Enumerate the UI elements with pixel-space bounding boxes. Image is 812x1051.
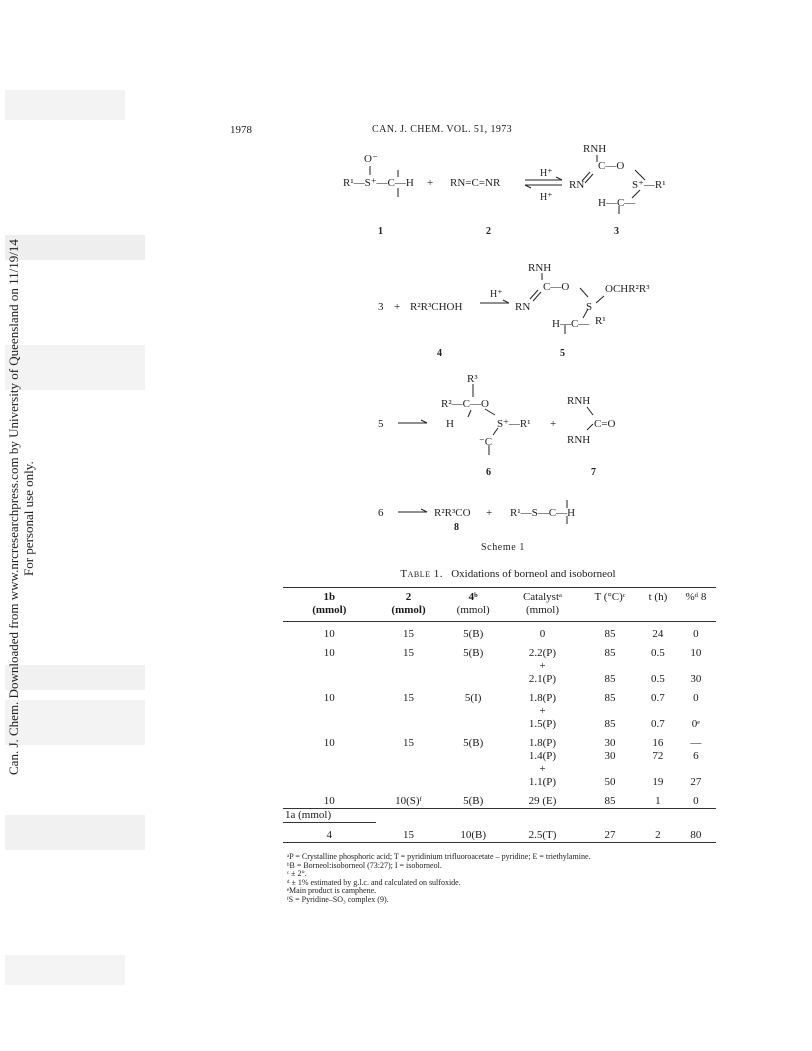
table-title: Oxidations of borneol and isoborneol: [451, 568, 616, 580]
table-cell: [283, 718, 376, 731]
svg-text:S⁺—R¹: S⁺—R¹: [497, 418, 531, 430]
table-cell: [441, 763, 504, 776]
charge-label: O⁻: [364, 153, 378, 165]
table-row: [283, 622, 716, 642]
svg-text:H⁺: H⁺: [540, 192, 553, 203]
table-cell: [376, 776, 442, 789]
table-cell: [580, 705, 640, 718]
header-col3: 4ᵇ (mmol): [456, 591, 490, 616]
reactant-1: R¹—S⁺—C—H: [343, 177, 414, 189]
table-cell: [676, 763, 716, 776]
svg-text:+: +: [550, 418, 557, 430]
ketone-product: R²R³CO: [434, 507, 471, 519]
table-caption: [293, 568, 723, 580]
svg-text:S: S: [586, 301, 593, 313]
table-cell: 72: [652, 750, 664, 762]
table-cell: [376, 763, 442, 776]
compound-label: 3: [614, 226, 619, 237]
table-cell: [580, 763, 640, 776]
alcohol-reagent: R²R³CHOH: [410, 301, 463, 313]
svg-text:OCHR²R³: OCHR²R³: [605, 283, 650, 295]
table-cell: 1.1(P): [528, 776, 557, 788]
compound-label: 1: [378, 226, 383, 237]
table-cell: 10(S)ᶠ: [395, 795, 422, 807]
compound-label: 4: [437, 348, 442, 359]
svg-text:5: 5: [378, 418, 384, 430]
svg-text:H—C—: H—C—: [552, 318, 590, 330]
table-cell: [283, 660, 376, 673]
table-cell: 1.4(P): [528, 750, 557, 762]
table-cell: 1: [655, 795, 661, 807]
table-cell: [441, 705, 504, 718]
table-cell: 0ᵉ: [691, 718, 701, 730]
page-number: 1978: [230, 124, 252, 136]
table-cell: [283, 705, 376, 718]
compound-label: 5: [560, 348, 565, 359]
table-cell: 15: [403, 628, 415, 640]
running-head: CAN. J. CHEM. VOL. 51, 1973: [372, 124, 513, 135]
table-row: [283, 686, 716, 705]
table-cell: [640, 660, 676, 673]
table-cell: 0.5: [651, 647, 665, 659]
svg-text:R²—C—O: R²—C—O: [441, 398, 489, 410]
table-cell: [283, 776, 376, 789]
table-cell: +: [539, 763, 546, 775]
table-row: [283, 673, 716, 686]
table-cell: [283, 750, 376, 763]
table-cell: 24: [652, 628, 664, 640]
svg-text:+: +: [486, 507, 493, 519]
header-col2: 2 (mmol): [391, 591, 426, 616]
table-cell: 85: [604, 647, 616, 659]
table-cell: 10: [690, 647, 702, 659]
table-cell: 85: [604, 718, 616, 730]
table-cell: 2.1(P): [528, 673, 557, 685]
personal-use-notice: For personal use only.: [21, 461, 36, 576]
table-cell: 50: [604, 776, 616, 788]
download-notice: Can. J. Chem. Downloaded from www.nrcresearchpress.com by University of Queensland on 11/19/14: [6, 239, 21, 775]
header-col1: 1b (mmol): [312, 591, 347, 616]
table-cell: 30: [604, 737, 616, 749]
svg-text:C—O: C—O: [543, 281, 570, 293]
header-col7: %ᵈ 8: [685, 591, 707, 603]
compound-label: 2: [486, 226, 491, 237]
table-cell: 15: [403, 828, 415, 841]
table-cell: 27: [604, 828, 616, 841]
table-row: [283, 789, 716, 809]
svg-text:⁻C: ⁻C: [479, 436, 493, 448]
svg-text:RNH: RNH: [583, 143, 607, 155]
table-cell: 1.8(P): [528, 692, 557, 704]
table-cell: 0.7: [651, 718, 665, 730]
table-cell: [441, 718, 504, 731]
svg-text:C=O: C=O: [594, 418, 616, 430]
table-cell: 30: [690, 673, 702, 685]
table-cell: 19: [652, 776, 664, 788]
table-cell: +: [539, 660, 546, 672]
table-cell: 4: [326, 829, 333, 841]
svg-text:RNH: RNH: [528, 262, 552, 274]
table-cell: +: [539, 705, 546, 717]
table-cell: [640, 705, 676, 718]
svg-text:R¹: R¹: [595, 315, 606, 327]
table-row: [283, 641, 716, 660]
header-col5: T (°C)ᶜ: [594, 591, 626, 603]
footnote: ᶜ ± 2°.: [287, 869, 307, 879]
compound-label: 7: [591, 467, 596, 478]
table-cell: 0: [693, 795, 699, 807]
table-cell: 1.5(P): [528, 718, 557, 730]
table-cell: [376, 673, 442, 686]
table-cell: 0: [693, 628, 699, 640]
svg-text:6: 6: [378, 507, 384, 519]
table-cell: 85: [604, 795, 616, 807]
table-cell: 2.2(P): [528, 647, 557, 659]
svg-text:3: 3: [378, 301, 384, 313]
table-cell: 10: [323, 647, 335, 659]
table-cell: 27: [690, 776, 702, 788]
table-cell: [283, 763, 376, 776]
svg-text:S⁺—R¹: S⁺—R¹: [632, 179, 666, 191]
table-cell: [441, 673, 504, 686]
results-table: [283, 587, 716, 843]
table-cell: [376, 660, 442, 673]
table-cell: 10: [323, 795, 335, 807]
header-col6: t (h): [648, 591, 668, 603]
svg-text:H⁺: H⁺: [490, 289, 503, 300]
table-cell: [376, 750, 442, 763]
table-cell: 15: [403, 692, 415, 704]
table-cell: 2.5(T): [528, 828, 557, 841]
table-cell: 85: [604, 628, 616, 640]
table-cell: 10: [323, 628, 335, 640]
reactant-2: RN=C=NR: [450, 177, 501, 189]
table-cell: [441, 750, 504, 763]
table-cell: [676, 660, 716, 673]
svg-text:+: +: [427, 177, 434, 189]
table-cell: 30: [604, 750, 616, 762]
table-cell: [640, 763, 676, 776]
table-cell: [283, 673, 376, 686]
table-cell: 10: [323, 692, 335, 704]
table-cell: [580, 660, 640, 673]
table-row: [283, 705, 716, 718]
table-cell: 1.8(P): [528, 737, 557, 749]
table-row: [283, 718, 716, 731]
table-row: [283, 750, 716, 763]
table-cell: 5(I): [464, 692, 482, 704]
table-cell: [441, 776, 504, 789]
table-cell: 0: [693, 692, 699, 704]
table-cell: —: [690, 737, 702, 749]
svg-text:RNH: RNH: [567, 434, 591, 446]
table-cell: 5(B): [463, 737, 484, 749]
footnote: ᶠS = Pyridine–SO₃ complex (9).: [287, 894, 389, 904]
table-cell: 16: [652, 737, 664, 749]
svg-text:+: +: [394, 301, 401, 313]
svg-text:RNH: RNH: [567, 395, 591, 407]
table-row: [283, 660, 716, 673]
table-cell: [376, 705, 442, 718]
table-cell: 5(B): [463, 795, 484, 807]
footnote: ᵈ ± 1% estimated by g.l.c. and calculated on sulfoxide.: [287, 877, 461, 887]
table-footnotes: [287, 853, 727, 905]
table-row: [283, 731, 716, 750]
footnote: ᵉMain product is camphene.: [287, 886, 377, 896]
table-cell: 80: [690, 828, 702, 841]
header-col4: Catalystᵃ (mmol): [522, 591, 563, 616]
svg-text:H⁺: H⁺: [540, 168, 553, 179]
table-cell: 10(B): [460, 828, 487, 841]
table-cell: 29 (E): [528, 795, 557, 807]
table-cell: 10: [323, 737, 335, 749]
table-cell: 0.5: [651, 673, 665, 685]
table-cell: 6: [693, 750, 699, 762]
table-cell: 0.7: [651, 692, 665, 704]
table-cell: 0: [539, 628, 546, 640]
table-row: [283, 776, 716, 789]
table-cell: [676, 705, 716, 718]
svg-text:C—O: C—O: [598, 160, 625, 172]
scheme-caption: Scheme 1: [481, 542, 525, 553]
svg-text:R³: R³: [467, 373, 478, 385]
subheader-1a: 1a (mmol): [283, 809, 376, 823]
table-row: [283, 823, 716, 843]
footnote: ᵃP = Crystalline phosphoric acid; T = pyridinium trifluoroacetate – pyridine; E = triethylamine.: [287, 852, 591, 861]
svg-text:RN: RN: [515, 301, 531, 313]
table-cell: 15: [403, 647, 415, 659]
footnote: ᵇB = Borneol:isoborneol (73:27); I = isoborneol.: [287, 860, 442, 870]
table-label: Table 1.: [400, 568, 443, 580]
table-cell: 15: [403, 737, 415, 749]
svg-text:H—C—: H—C—: [598, 197, 636, 209]
compound-label: 6: [486, 467, 491, 478]
svg-text:H: H: [446, 418, 454, 430]
sulfide-byproduct: R¹—S—C—H: [510, 507, 576, 519]
table-cell: [441, 660, 504, 673]
table-cell: 5(B): [463, 647, 484, 659]
compound-label: 8: [454, 522, 459, 533]
table-cell: 2: [655, 828, 661, 841]
table-cell: [376, 718, 442, 731]
table-cell: 85: [604, 673, 616, 685]
table-cell: 85: [604, 692, 616, 704]
table-cell: 5(B): [463, 628, 484, 640]
table-row: [283, 763, 716, 776]
svg-text:RN: RN: [569, 179, 585, 191]
